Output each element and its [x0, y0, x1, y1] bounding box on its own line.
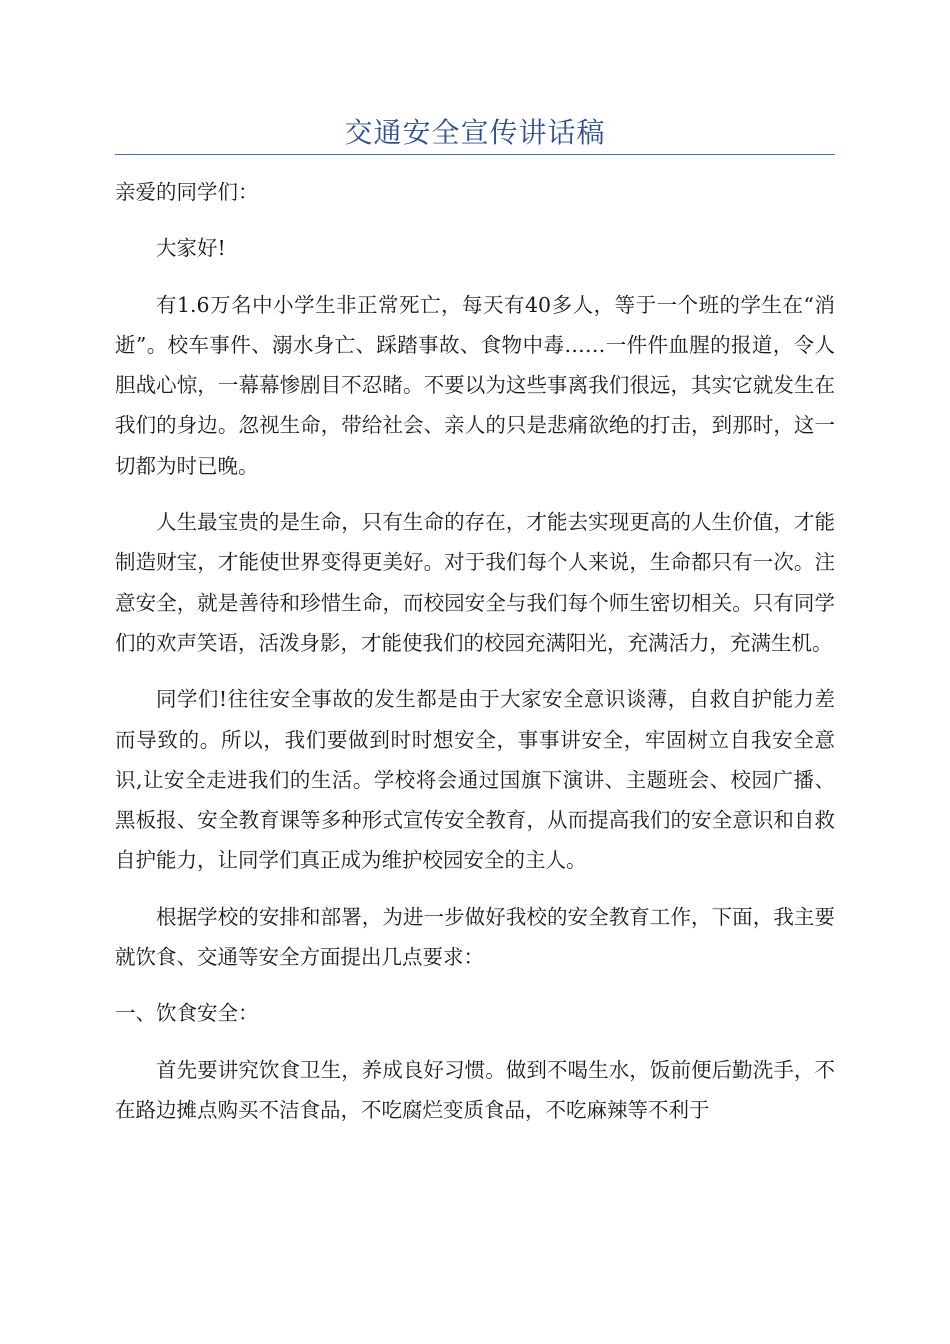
- section-heading: 一、饮食安全：: [115, 1001, 259, 1026]
- section-paragraph: 首先要讲究饮食卫生，养成良好习惯。做到不喝生水，饭前便后勤洗手，不在路边摊点购买不洁食品，不吃腐烂变质食品，不吃麻辣等不利于: [115, 1057, 835, 1122]
- paragraph-3: 人生最宝贵的是生命，只有生命的存在，才能去实现更高的人生价值，才能制造财宝，才能使世界变得更美好。对于我们每个人来说，生命都只有一次。注意安全，就是善待和珍惜生命，而校园安全与我们每个师生密切相关。只有同学们的欢声笑语，活泼身影，才能使我们的校园充满阳光，充满活力，充满生机。: [115, 510, 835, 655]
- title-underline: [115, 154, 835, 155]
- document-body: [115, 172, 835, 1146]
- paragraph-2: 有1.6万名中小学生非正常死亡，每天有40多人，等于一个班的学生在“消逝”。校车事件、溺水身亡、踩踏事故、食物中毒……一件件血腥的报道，令人胆战心惊，一幕幕惨剧目不忍睹。不要以为这些事离我们很远，其实它就发生在我们的身边。忽视生命，带给社会、亲人的只是悲痛欲绝的打击，到那时，这一切都为时已晚。: [115, 292, 835, 478]
- paragraph-1: 大家好!: [156, 236, 226, 261]
- paragraph-4: 同学们!往往安全事故的发生都是由于大家安全意识谈薄，自救自护能力差而导致的。所以，我们要做到时时想安全，事事讲安全，牢固树立自我安全意识,让安全走进我们的生活。学校将会通过国旗下演讲、主题班会、校园广播、黑板报、安全教育课等多种形式宣传安全教育，从而提高我们的安全意识和自救自护能力，让同学们真正成为维护校园安全的主人。: [115, 687, 835, 873]
- greeting: 亲爱的同学们：: [115, 180, 259, 204]
- paragraph-5: 根据学校的安排和部署，为进一步做好我校的安全教育工作，下面，我主要就饮食、交通等安全方面提出几点要求：: [115, 904, 835, 970]
- document-title: 交通安全宣传讲话稿: [344, 116, 606, 149]
